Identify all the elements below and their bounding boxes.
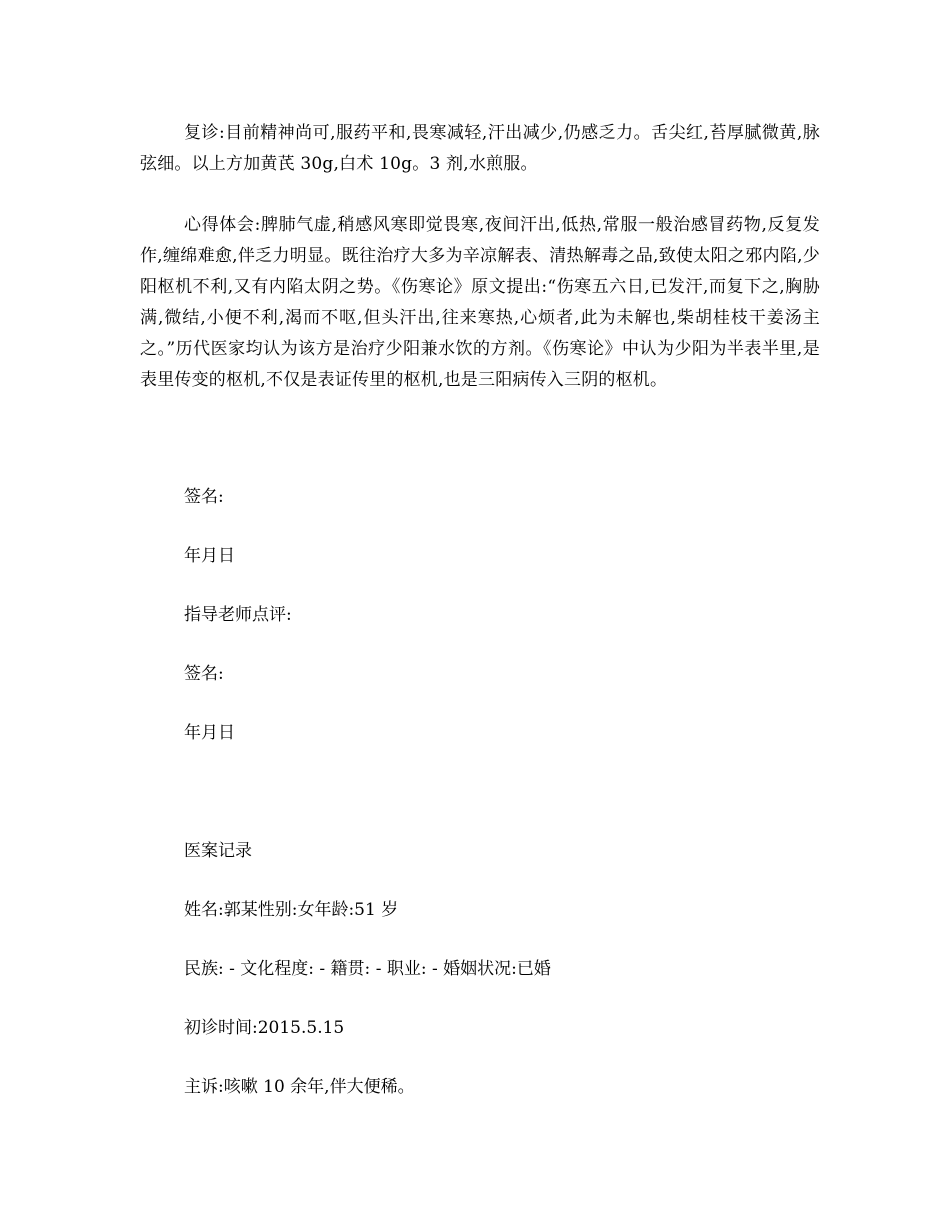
date-label: 年月日: [184, 546, 235, 566]
teacher-signature-label: 签名:: [184, 664, 224, 684]
patient-name-line: 姓名:郭某性别:女年龄:51 岁: [184, 900, 399, 920]
review-paragraph: 复诊:目前精神尚可,服药平和,畏寒减轻,汗出减少,仍感乏力。舌尖红,苔厚腻微黄,脉弦细。以上方加黄芪 30g,白术 10g。3 剂,水煎服。: [140, 123, 820, 174]
chief-complaint-line: 主诉:咳嗽 10 余年,伴大便稀。: [184, 1077, 415, 1097]
patient-info-line: 民族: - 文化程度: - 籍贯: - 职业: - 婚姻状况:已婚: [184, 959, 551, 979]
reflection-paragraph: 心得体会:脾肺气虚,稍感风寒即觉畏寒,夜间汗出,低热,常服一般治感冒药物,反复发作,缠绵难愈,伴乏力明显。既往治疗大多为辛凉解表、清热解毒之品,致使太阳之邪内陷,少阳枢机不利,又有内陷太阴之势。《伤寒论》原文提出:“伤寒五六日,已发汗,而复下之,胸胁满,微结,小便不利,渴而不呕,但头汗出,往来寒热,心烦者,此为未解也,柴胡桂枝干姜汤主之。”历代医家均认为该方是治疗少阳兼水饮的方剂。《伤寒论》中认为少阳为半表半里,是表里传变的枢机,不仅是表证传里的枢机,也是三阳病传入三阴的枢机。: [140, 215, 820, 390]
first-visit-line: 初诊时间:2015.5.15: [184, 1018, 345, 1038]
case-record-title: 医案记录: [184, 841, 252, 861]
teacher-date-label: 年月日: [184, 723, 235, 743]
signature-label: 签名:: [184, 487, 224, 507]
teacher-comment-label: 指导老师点评:: [184, 605, 292, 625]
